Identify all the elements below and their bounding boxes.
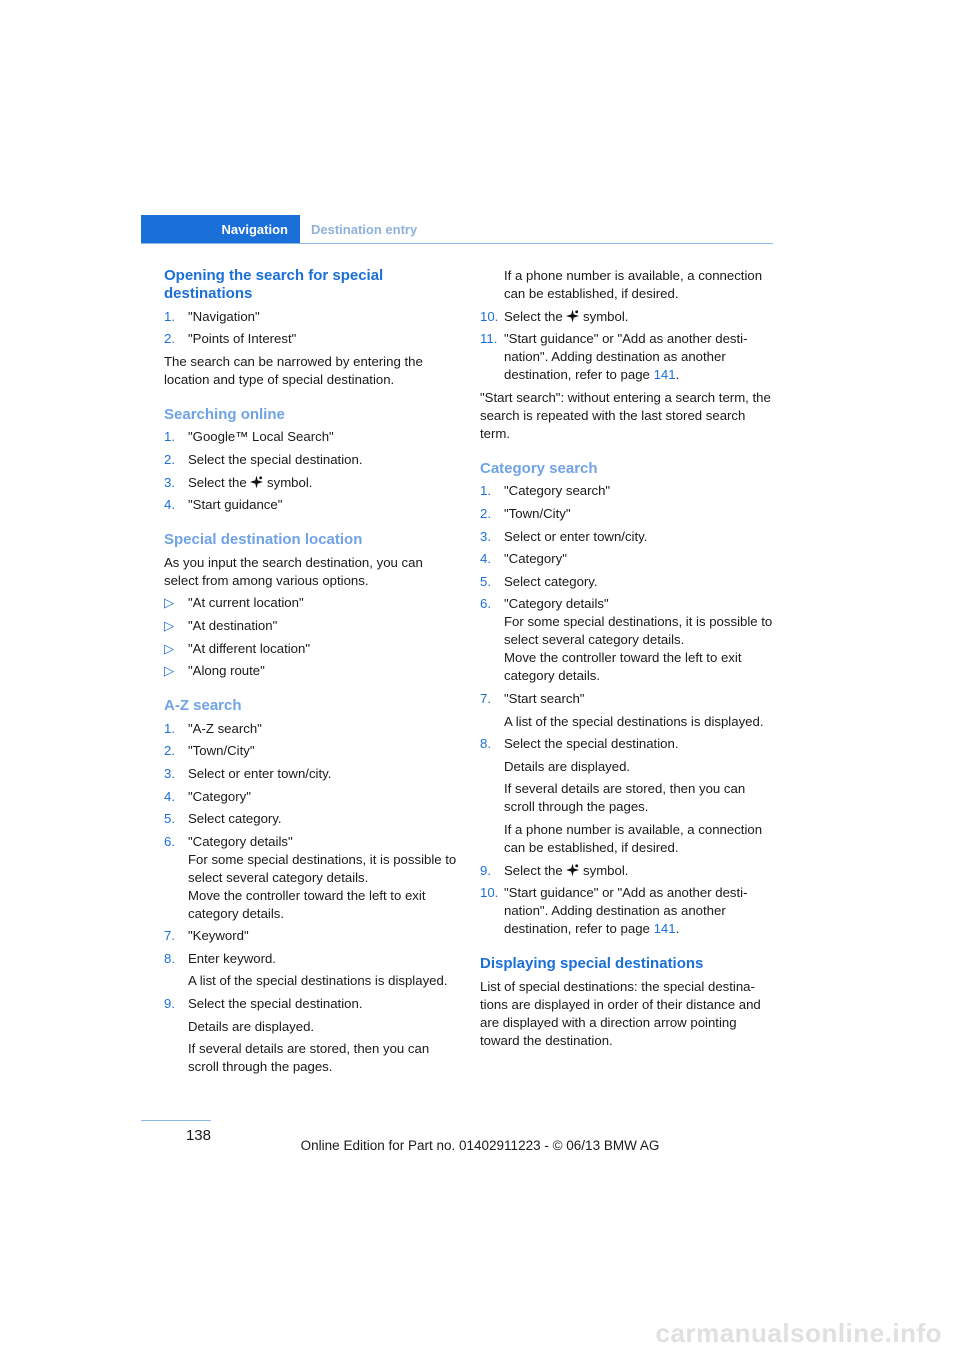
list-item: 2. Select the special destination. xyxy=(164,451,363,467)
list-item: 11. "Start guidance" or "Add as another desti-nation". Adding destination as another destination, refer to page 141. xyxy=(480,331,748,383)
list-searching-online xyxy=(164,428,460,514)
page-reference-link[interactable]: 141 xyxy=(653,921,676,937)
list-item: 2. "Town/City" xyxy=(480,505,571,521)
list-item: 4. "Start guidance" xyxy=(164,497,283,513)
list-item: 7. "Start search" A list of the special destinations is displayed. xyxy=(480,690,764,729)
sparkle-symbol-icon xyxy=(566,309,579,323)
paragraph-displaying: List of special destinations: the special destina-tions are displayed in order of their distance and are displayed with a direction arrow pointing toward the destination. xyxy=(480,978,761,1048)
heading-opening-search: Opening the search for special destinations xyxy=(164,267,384,302)
list-item: 3. Select or enter town/city. xyxy=(480,528,648,544)
list-item: 2. "Town/City" xyxy=(164,743,255,759)
heading-special-destination-location: Special destination location xyxy=(164,531,363,549)
paragraph-phone-connection: If a phone number is available, a connection can be established, if desired. xyxy=(504,268,763,301)
heading-az-search: A-Z search xyxy=(164,697,242,715)
list-item: 10. Select the symbol. xyxy=(480,308,629,324)
footer-rule xyxy=(141,1120,211,1121)
heading-displaying-special-destinations: Displaying special destinations xyxy=(480,955,704,973)
heading-searching-online: Searching online xyxy=(164,405,285,423)
list-item: 4. "Category" xyxy=(164,788,251,804)
sparkle-symbol-icon xyxy=(250,475,263,489)
list-az-search xyxy=(164,720,460,1077)
list-item: ▷ "At destination" xyxy=(164,617,278,633)
sparkle-symbol-icon xyxy=(566,863,579,877)
list-item: 1. "Navigation" xyxy=(164,308,260,324)
list-item: 1. "Category search" xyxy=(480,483,611,499)
list-continued xyxy=(480,308,776,385)
page-number: 138 xyxy=(185,1127,211,1144)
left-column xyxy=(164,267,460,1076)
page-reference-link[interactable]: 141 xyxy=(653,367,676,383)
list-opening-search xyxy=(164,308,460,349)
section-tab-destination-entry: Destination entry xyxy=(311,221,418,237)
list-item: 2. "Points of Interest" xyxy=(164,331,297,347)
paragraph-narrow-search: The search can be narrowed by entering the location and type of special destination. xyxy=(164,353,423,387)
list-location-options xyxy=(164,594,460,680)
page-header xyxy=(141,215,773,244)
paragraph-start-search-note: "Start search": without entering a search term, the search is repeated with the last stored search term. xyxy=(480,389,771,441)
right-column xyxy=(480,267,776,1050)
list-item: 8. Enter keyword. A list of the special destinations is displayed. xyxy=(164,950,448,989)
edition-line: Online Edition for Part no. 01402911223 - © 06/13 BMW AG xyxy=(300,1138,660,1153)
list-item: 10. "Start guidance" or "Add as another desti-nation". Adding destination as another destination, refer to page 141. xyxy=(480,885,748,937)
list-item: 5. Select category. xyxy=(480,573,598,589)
list-item: 8. Select the special destination. Details are displayed. If several details are stored, then you can scroll through the pages. If a phone number is available, a connection can be established, if desired. xyxy=(480,736,763,855)
section-tab-navigation: Navigation xyxy=(141,215,300,243)
list-item: 6. "Category details" For some special destinations, it is possible to select several category details. Move the controller toward the left to exit category details. xyxy=(164,833,457,921)
list-item: ▷ "At current location" xyxy=(164,595,304,611)
list-item: ▷ "Along route" xyxy=(164,663,265,679)
heading-category-search: Category search xyxy=(480,459,598,477)
paragraph-location-options: As you input the search destination, you can select from among various options. xyxy=(164,554,423,588)
watermark: carmanualsonline.info xyxy=(655,1318,942,1348)
list-item: 3. Select or enter town/city. xyxy=(164,765,332,781)
list-item: 5. Select category. xyxy=(164,811,282,827)
list-item: 4. "Category" xyxy=(480,551,567,567)
list-item: ▷ "At different location" xyxy=(164,640,311,656)
list-item: 6. "Category details" For some special destinations, it is possible to select several category details. Move the controller toward the left to exit category details. xyxy=(480,596,773,684)
list-item: 1. "A-Z search" xyxy=(164,720,262,736)
list-category-search xyxy=(480,482,776,938)
list-item: 7. "Keyword" xyxy=(164,928,249,944)
list-item: 3. Select the symbol. xyxy=(164,474,313,490)
list-item: 9. Select the symbol. xyxy=(480,862,629,878)
list-item: 9. Select the special destination. Details are displayed. If several details are stored, then you can scroll through the pages. xyxy=(164,996,430,1075)
list-item: 1. "Google™ Local Search" xyxy=(164,429,334,445)
